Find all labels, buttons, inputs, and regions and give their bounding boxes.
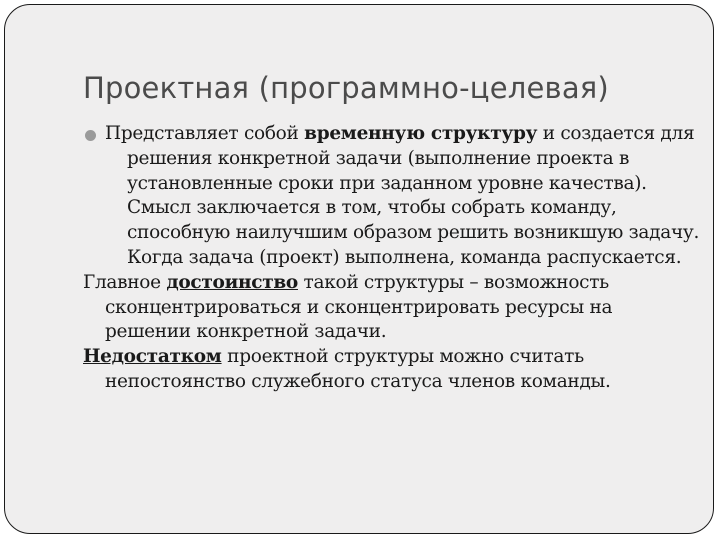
paragraph-disadvantage <box>83 345 703 395</box>
p3-text-post: проектной структуры можно считать непостоянство служебного статуса членов команды. <box>105 346 611 392</box>
p2-text-post: такой структуры – возможность сконцентрироваться и сконцентрировать ресурсы на решении конкретной задачи. <box>105 271 613 343</box>
bullet-dot-icon <box>85 130 96 141</box>
paragraph-project-definition <box>83 122 703 271</box>
p1-emphasis: временную структуру <box>304 123 538 144</box>
slide-title: Проектная (программно-целевая) <box>83 71 609 105</box>
p3-emphasis: Недостатком <box>83 346 222 368</box>
p1-text-pre: Представляет собой <box>105 123 305 144</box>
p2-text-pre: Главное <box>83 271 167 293</box>
slide-body <box>83 122 703 395</box>
p1-text-post: и создается для решения конкретной задачи (выполнение проекта в установленные сроки при заданном уровне качества). Смысл заключается в том, чтобы собрать команду, способную наилучшим образом решить возникшую задачу. Когда задача (проект) выполнена, команда распускается. <box>127 123 700 268</box>
p2-emphasis: достоинство <box>166 271 298 293</box>
paragraph-advantage <box>83 271 703 345</box>
slide <box>4 4 714 534</box>
